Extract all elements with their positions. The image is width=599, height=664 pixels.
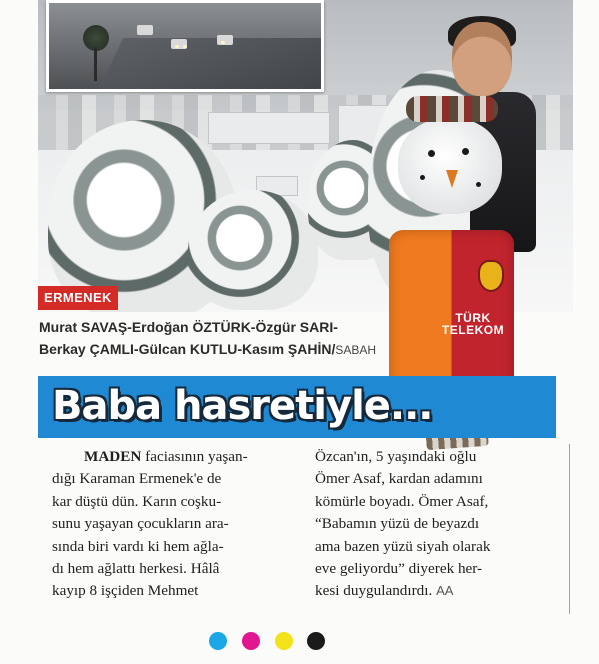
inset-traffic-photo: [46, 0, 324, 92]
registration-mark-magenta: [242, 632, 260, 650]
car: [217, 35, 233, 45]
car: [137, 25, 153, 35]
lead-word: MADEN: [84, 448, 142, 465]
article-line: sunu yaşayan çocukların ara-: [52, 515, 229, 533]
snowman-hat: [406, 96, 498, 122]
agency-credit: AA: [436, 583, 454, 599]
headlight: [183, 45, 187, 48]
headlight: [175, 45, 179, 48]
article-line: MADEN faciasının yaşan-: [84, 448, 248, 465]
carrot-nose: [446, 170, 458, 188]
snowman-eye: [462, 148, 469, 155]
credits-names: Berkay ÇAMLI-Gülcan KUTLU-Kasım ŞAHİN/: [39, 341, 336, 357]
road: [95, 38, 324, 92]
credits-line-1: Murat SAVAŞ-Erdoğan ÖZTÜRK-Özgür SARI-: [39, 319, 338, 335]
coal-mark: [476, 182, 481, 187]
article-line: kar düştü dün. Karın coşku-: [52, 492, 222, 510]
article-line: kayıp 8 işçiden Mehmet: [52, 582, 199, 600]
registration-mark-cyan: [209, 632, 227, 650]
article-line: Ömer Asaf, kardan adamını: [315, 470, 483, 488]
snowman-eye: [428, 150, 435, 157]
headlight: [221, 41, 225, 44]
article-line: sında biri vardı ki hem ağla-: [52, 537, 224, 555]
credits-line-2: [39, 338, 479, 361]
building-roof: [208, 112, 330, 144]
snowman-head: [398, 118, 502, 214]
registration-mark-black: [307, 632, 325, 650]
article-line: ama bazen yüzü siyah olarak: [315, 537, 491, 555]
sponsor-line-2: TELEKOM: [441, 323, 505, 337]
boy-face: [452, 22, 512, 96]
palm-trunk: [94, 47, 97, 81]
coal-mark: [420, 175, 425, 180]
article-line: kömürle boyadı. Ömer Asaf,: [315, 492, 489, 510]
snowy-tree: [188, 190, 318, 310]
photo-credits: [39, 316, 479, 361]
location-tag: ERMENEK: [38, 286, 118, 310]
article-line: “Babamın yüzü de beyazdı: [315, 515, 480, 533]
article-line: eve geliyordu” diyerek her-: [315, 560, 483, 578]
article-column-left: [52, 446, 310, 603]
club-crest-icon: [478, 260, 504, 292]
headline: Baba hasretiyle...: [52, 383, 433, 429]
sponsor-line-1: TÜRK: [455, 311, 491, 325]
credits-source: SABAH: [335, 343, 377, 357]
registration-mark-yellow: [275, 632, 293, 650]
article-line: Özcan'ın, 5 yaşındaki oğlu: [315, 448, 477, 465]
article-column-right: [315, 446, 563, 603]
article-line: dı hem ağlattı herkesi. Hâlâ: [52, 560, 220, 578]
article-line: dığı Karaman Ermenek'e de: [52, 470, 222, 488]
article-line: kesi duygulandırdı. AA: [315, 582, 454, 600]
